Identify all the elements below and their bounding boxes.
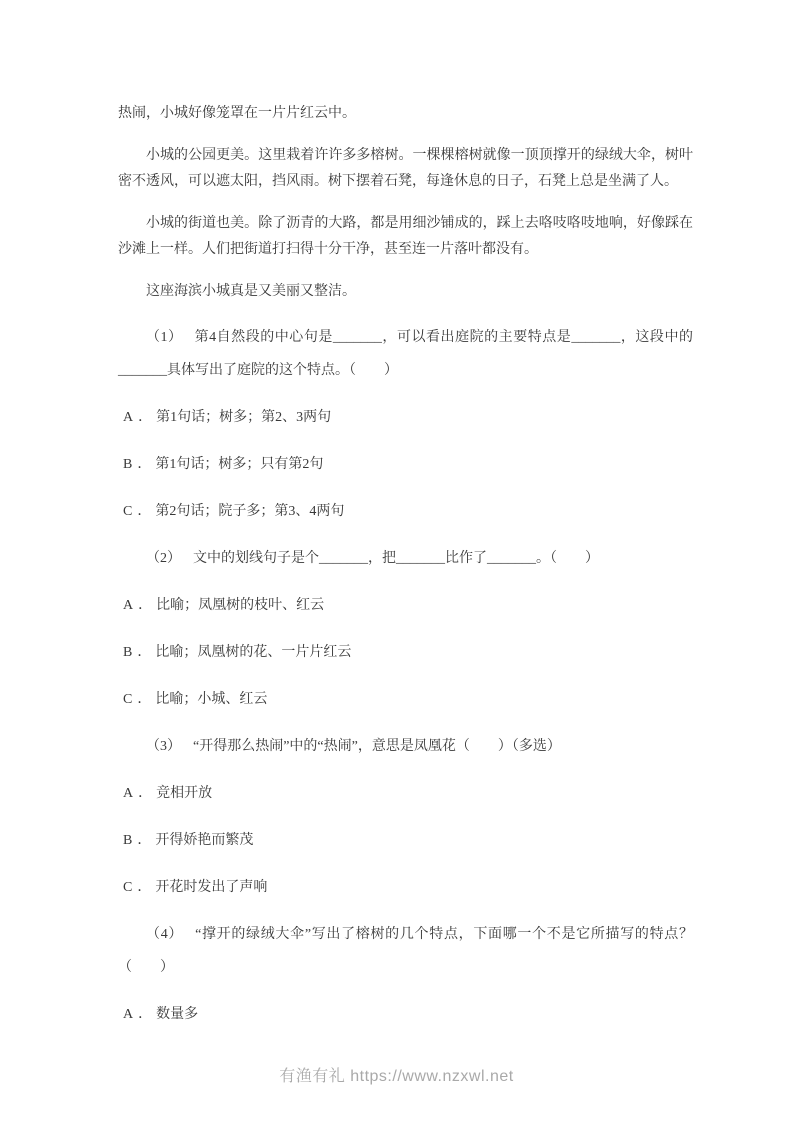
option-label: C [123,504,133,519]
question-4-text: “撑开的绿绒大伞”写出了榕树的几个特点，下面哪一个不是它所描写的特点？（ ） [118,927,693,975]
passage-paragraph-4: 这座海滨小城真是又美丽又整洁。 [146,284,356,299]
question-2-option-a [118,589,693,622]
question-3-option-b [118,824,693,857]
passage-paragraph-3: 小城的街道也美。除了沥青的大路，都是用细沙铺成的，踩上去咯吱咯吱地响，好像踩在沙滩上一样。人们把街道打扫得十分干净，甚至连一片落叶都没有。 [118,216,693,257]
option-separator: ． [137,880,152,895]
option-text: 第1句话；树多；第2、3两句 [156,410,332,425]
question-4-option-a [118,998,693,1031]
question-3-stem [118,730,693,763]
option-separator: ． [137,645,152,660]
question-4-stem [118,918,693,984]
option-label: B [123,457,133,472]
option-text: 数量多 [156,1007,199,1022]
option-label: B [123,645,133,660]
question-3-number: （3） [146,739,181,754]
option-text: 第2句话；院子多；第3、4两句 [155,504,345,519]
option-separator: ． [137,692,152,707]
passage-paragraph-1: 热闹，小城好像笼罩在一片片红云中。 [118,106,356,121]
option-text: 比喻；凤凰树的花、一片片红云 [155,645,352,660]
option-label: A [123,598,134,613]
option-separator: ． [137,833,152,848]
worksheet-content [118,101,693,1045]
option-text: 开得娇艳而繁茂 [155,833,254,848]
question-1-number: （1） [146,330,183,345]
question-3-option-c [118,871,693,904]
option-text: 比喻；凤凰树的枝叶、红云 [156,598,325,613]
question-2-text: 文中的划线句子是个_______，把_______比作了_______。（ ） [193,551,599,566]
question-1-option-a [118,401,693,434]
option-label: B [123,833,133,848]
question-2-option-b [118,636,693,669]
option-text: 比喻；小城、红云 [155,692,268,707]
option-separator: ． [137,504,152,519]
question-3-option-a [118,777,693,810]
option-label: A [123,1007,134,1022]
option-separator: ． [138,1007,153,1022]
option-text: 开花时发出了声响 [155,880,268,895]
footer-watermark: 有渔有礼 https://www.nzxwl.net [279,1068,514,1085]
option-separator: ． [138,410,153,425]
option-text: 第1句话；树多；只有第2句 [155,457,324,472]
option-separator: ． [138,786,153,801]
option-label: A [123,410,134,425]
question-1-option-b [118,448,693,481]
question-1-option-c [118,495,693,528]
page-footer [0,1063,793,1086]
question-2-stem [118,542,693,575]
question-1-stem [118,321,693,387]
option-label: C [123,692,133,707]
option-separator: ． [138,598,153,613]
question-4-number: （4） [146,927,184,942]
question-2-option-c [118,683,693,716]
question-1-text: 第4自然段的中心句是_______，可以看出庭院的主要特点是_______，这段中的_______具体写出了庭院的这个特点。（ ） [118,330,693,378]
passage-paragraph-2: 小城的公园更美。这里栽着许许多多榕树。一棵棵榕树就像一顶顶撑开的绿绒大伞，树叶密不透风，可以遮太阳，挡风雨。树下摆着石凳，每逢休息的日子，石凳上总是坐满了人。 [118,148,693,189]
option-label: A [123,786,134,801]
question-3-text: “开得那么热闹”中的“热闹”，意思是凤凰花（ ）（多选） [193,739,561,754]
question-2-number: （2） [146,551,181,566]
option-label: C [123,880,133,895]
option-separator: ． [137,457,152,472]
option-text: 竞相开放 [156,786,213,801]
